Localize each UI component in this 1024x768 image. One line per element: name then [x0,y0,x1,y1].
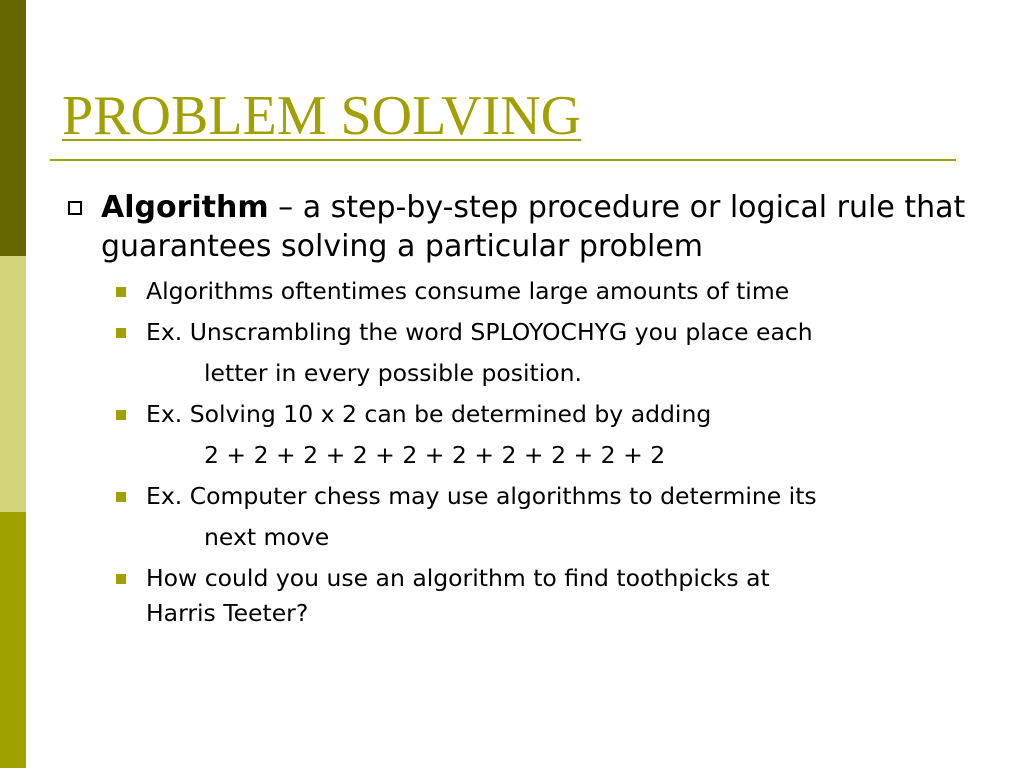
accent-bar-bottom [0,512,26,768]
slide-title: PROBLEM SOLVING [62,85,582,147]
accent-bar-middle [0,256,26,512]
sub-bullet-3-continuation: 2 + 2 + 2 + 2 + 2 + 2 + 2 + 2 + 2 + 2 [204,441,666,469]
square-bullet-icon [116,492,126,502]
square-bullet-icon [116,410,126,420]
sub-bullet-1: Algorithms oftentimes consume large amounts of time [146,277,790,305]
square-bullet-icon [116,574,126,584]
sub-bullet-2: Ex. Unscrambling the word SPLOYOCHYG you place each [146,318,813,346]
main-bullet-term: Algorithm [101,190,269,225]
accent-bar-top [0,0,26,256]
hollow-square-bullet-icon [68,201,82,215]
main-bullet [101,188,981,266]
title-rule [50,159,956,161]
sub-bullet-2-continuation: letter in every possible position. [204,359,582,387]
sub-bullet-4-continuation: next move [204,523,330,551]
square-bullet-icon [116,328,126,338]
sub-bullet-4: Ex. Computer chess may use algorithms to determine its [146,482,817,510]
sub-bullet-5-continuation: Harris Teeter? [146,599,309,627]
sub-bullet-3: Ex. Solving 10 x 2 can be determined by adding [146,400,712,428]
main-bullet-definition: – a step-by-step procedure or logical rule that guarantees solving a particular problem [101,190,966,264]
sub-bullet-5: How could you use an algorithm to find toothpicks at [146,564,770,592]
square-bullet-icon [116,287,126,297]
